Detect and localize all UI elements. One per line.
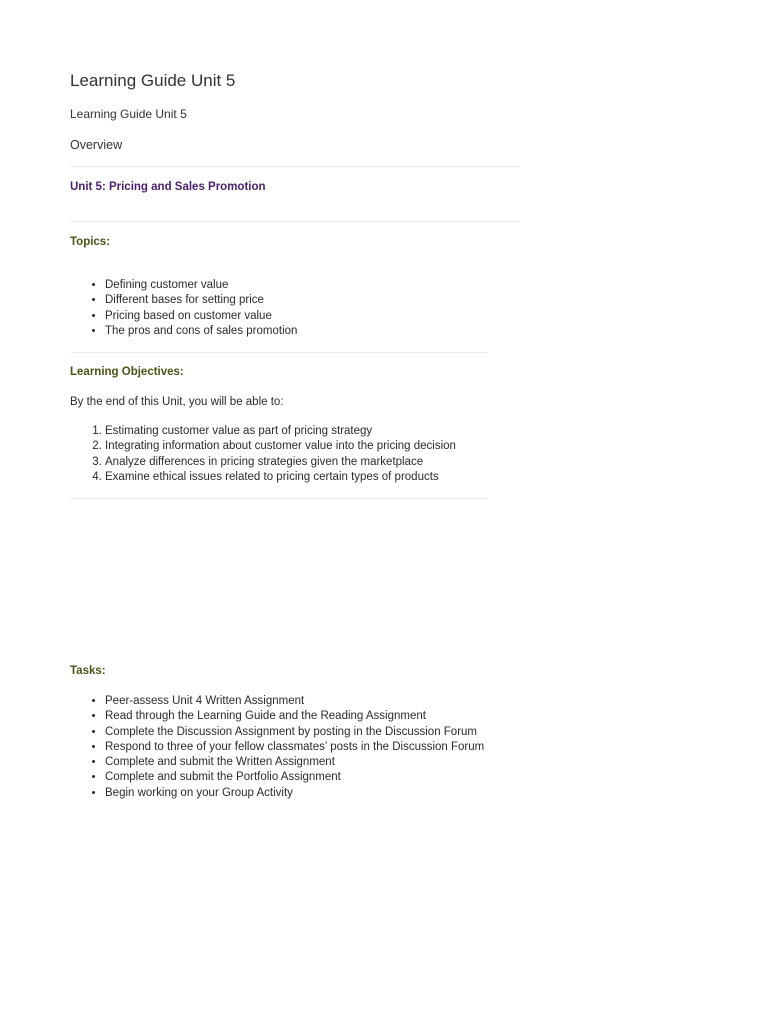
divider [70, 352, 488, 353]
list-item: • The pros and cons of sales promotion [105, 324, 297, 339]
objectives-heading: Learning Objectives: [70, 366, 184, 378]
page-subtitle: Learning Guide Unit 5 [70, 107, 187, 121]
divider [70, 498, 488, 499]
list-item: • Complete and submit the Written Assignment [105, 755, 484, 770]
list-item: 3. Analyze differences in pricing strategies given the marketplace [105, 455, 456, 470]
topics-heading: Topics: [70, 236, 111, 248]
list-item: • Defining customer value [105, 278, 297, 293]
topics-list [70, 278, 297, 339]
list-item: 4. Examine ethical issues related to pricing certain types of products [105, 470, 456, 485]
tasks-list [70, 694, 484, 801]
divider [70, 166, 520, 167]
page-title: Learning Guide Unit 5 [70, 71, 236, 90]
list-item: • Begin working on your Group Activity [105, 786, 484, 801]
list-item: • Read through the Learning Guide and the Reading Assignment [105, 709, 484, 724]
list-item: • Respond to three of your fellow classmates’ posts in the Discussion Forum [105, 740, 484, 755]
list-item: • Pricing based on customer value [105, 309, 297, 324]
list-item: • Complete the Discussion Assignment by posting in the Discussion Forum [105, 725, 484, 740]
unit-heading: Unit 5: Pricing and Sales Promotion [70, 181, 266, 193]
list-item: • Peer-assess Unit 4 Written Assignment [105, 694, 484, 709]
tasks-heading: Tasks: [70, 665, 106, 677]
objectives-list [70, 424, 456, 485]
list-item: 2. Integrating information about customer value into the pricing decision [105, 439, 456, 454]
objectives-intro: By the end of this Unit, you will be able to: [70, 396, 284, 408]
list-item: • Different bases for setting price [105, 293, 297, 308]
list-item: • Complete and submit the Portfolio Assignment [105, 770, 484, 785]
divider [70, 221, 520, 222]
overview-heading: Overview [70, 138, 123, 152]
list-item: 1. Estimating customer value as part of pricing strategy [105, 424, 456, 439]
